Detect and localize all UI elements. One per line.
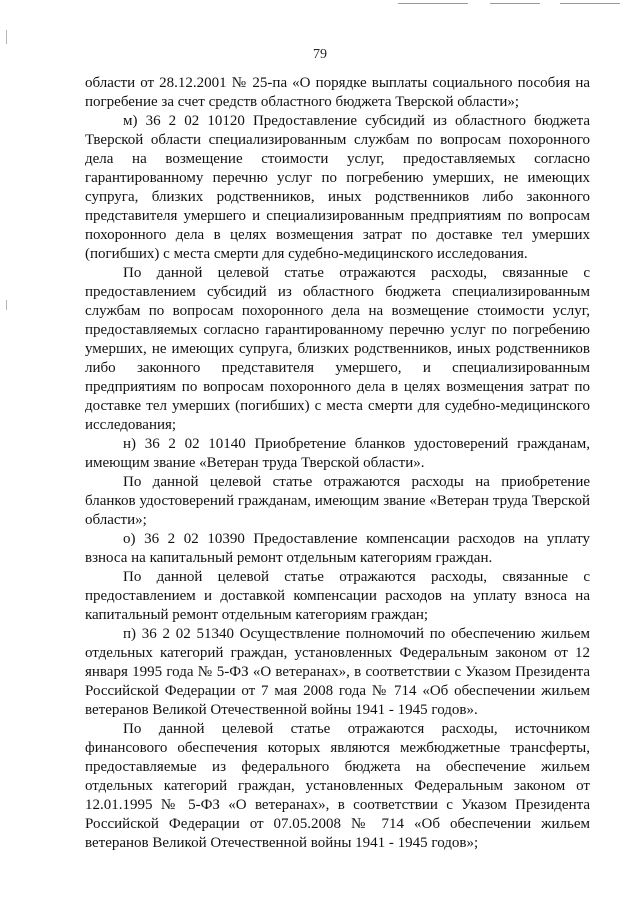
paragraph: м) 36 2 02 10120 Предоставление субсидий из областного бюджета Тверской области специализированным службам по вопросам похоронного дела на возмещение стоимости услуг, предоставляемых согласно гарантированному перечню услуг по погребению умерших, не имеющих супруга, близких родственников, иных родственников либо законного представителя умершего и специализированным предприятиям по вопросам похоронного дела в целях возмещения затрат по доставке тел умерших (погибших) с места смерти для судебно-медицинского исследования. bbox=[85, 113, 590, 262]
scan-edge-mark bbox=[6, 300, 7, 310]
paragraph: По данной целевой статье отражаются расходы, связанные с предоставлением и доставкой компенсации расходов на уплату взноса на капитальный ремонт отдельным категориям граждан; bbox=[85, 569, 590, 623]
scan-artifact-line bbox=[490, 3, 540, 4]
paragraph: По данной целевой статье отражаются расходы, источником финансового обеспечения которых являются межбюджетные трансферты, предоставляемые из федерального бюджета на обеспечение жильем отдельных категорий граждан, установленных Федеральным законом от 12.01.1995 № 5-ФЗ «О ветеранах», в соответствии с Указом Президента Российской Федерации от 07.05.2008 № 714 «Об обеспечении жильем ветеранов Великой Отечественной войны 1941 - 1945 годов»; bbox=[85, 721, 590, 851]
paragraph: области от 28.12.2001 № 25-па «О порядке выплаты социального пособия на погребение за счет средств областного бюджета Тверской области»; bbox=[85, 75, 590, 110]
paragraph: По данной целевой статье отражаются расходы на приобретение бланков удостоверений гражданам, имеющим звание «Ветеран труда Тверской области»; bbox=[85, 474, 590, 528]
paragraph: н) 36 2 02 10140 Приобретение бланков удостоверений гражданам, имеющим звание «Ветеран труда Тверской области». bbox=[85, 436, 590, 471]
scan-artifact-line bbox=[560, 3, 620, 4]
page-number: 79 bbox=[313, 47, 327, 62]
document-body bbox=[85, 74, 590, 853]
scan-edge-mark bbox=[6, 30, 7, 44]
paragraph: По данной целевой статье отражаются расходы, связанные с предоставлением субсидий из областного бюджета специализированным службам по вопросам похоронного дела на возмещение стоимости услуг, предоставляемых согласно гарантированному перечню услуг по погребению умерших, не имеющих супруга, близких родственников, иных родственников либо законного представителя умершего, и специализированным предприятиям по вопросам похоронного дела в целях возмещения затрат по доставке тел умерших (погибших) с места смерти для судебно-медицинского исследования; bbox=[85, 265, 590, 433]
scan-artifact-line bbox=[398, 3, 468, 4]
paragraph: п) 36 2 02 51340 Осуществление полномочий по обеспечению жильем отдельных категорий граждан, установленных Федеральным законом от 12 января 1995 года № 5-ФЗ «О ветеранах», в соответствии с Указом Президента Российской Федерации от 7 мая 2008 года № 714 «Об обеспечении жильем ветеранов Великой Отечественной войны 1941 - 1945 годов». bbox=[85, 626, 590, 718]
paragraph: о) 36 2 02 10390 Предоставление компенсации расходов на уплату взноса на капитальный ремонт отдельным категориям граждан. bbox=[85, 531, 590, 566]
